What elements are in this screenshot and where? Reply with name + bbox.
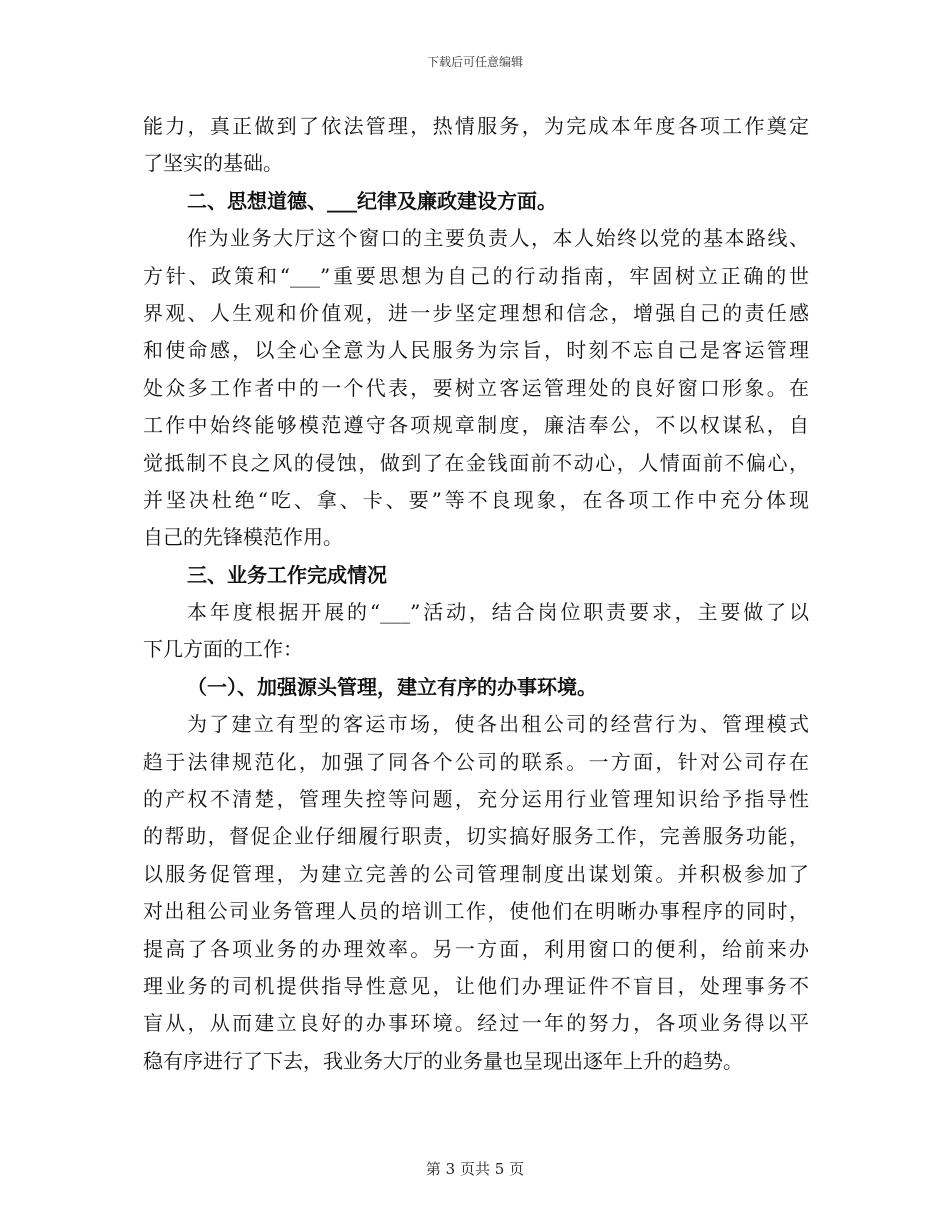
paragraph-line: 的产权不清楚，管理失控等问题，充分运用行业管理知识给予指导性 — [143, 787, 809, 812]
paragraph-line: 能力，真正做到了依法管理，热情服务，为完成本年度各项工作奠定 — [143, 114, 809, 138]
section-heading: 二、思想道德、___纪律及廉政建设方面。 — [187, 188, 557, 213]
paragraph-line: 盲从，从而建立良好的办事环境。经过一年的努力，各项业务得以平 — [143, 1011, 809, 1036]
paragraph-line: 下几方面的工作： — [143, 637, 303, 662]
page-header-note: 下载后可任意编辑 — [426, 55, 523, 69]
paragraph-line: 稳有序进行了下去，我业务大厅的业务量也呈现出逐年上升的趋势。 — [143, 1048, 743, 1073]
paragraph-line: 以服务促管理，为建立完善的公司管理制度出谋划策。并积极参加了 — [143, 861, 809, 886]
subsection-heading: （一）、加强源头管理，建立有序的办事环境。 — [187, 674, 597, 699]
paragraph-line: 工作中始终能够模范遵守各项规章制度，廉洁奉公，不以权谋私，自 — [143, 413, 809, 438]
paragraph-line: 为了建立有型的客运市场，使各出租公司的经营行为、管理模式 — [187, 712, 809, 737]
paragraph-line: 自己的先锋模范作用。 — [143, 525, 343, 550]
paragraph-line: 提高了各项业务的办理效率。另一方面，利用窗口的便利，给前来办 — [143, 936, 809, 961]
paragraph-line: 作为业务大厅这个窗口的主要负责人，本人始终以党的基本路线、 — [187, 226, 809, 251]
paragraph-line: 对出租公司业务管理人员的培训工作，使他们在明晰办事程序的同时， — [143, 899, 809, 924]
paragraph-line: 理业务的司机提供指导性意见，让他们办理证件不盲目，处理事务不 — [143, 973, 809, 998]
page-number: 第 3 页共 5 页 — [425, 1160, 525, 1178]
paragraph-line: 方针、政策和“___”重要思想为自己的行动指南，牢固树立正确的世 — [143, 263, 809, 288]
paragraph-line: 了坚实的基础。 — [143, 151, 283, 176]
paragraph-line: 界观、人生观和价值观，进一步坚定理想和信念，增强自己的责任感 — [143, 300, 809, 325]
paragraph-line: 处众多工作者中的一个代表，要树立客运管理处的良好窗口形象。在 — [143, 375, 809, 400]
document-body — [143, 108, 809, 1080]
paragraph-line: 本年度根据开展的“___”活动，结合岗位职责要求，主要做了以 — [187, 600, 809, 625]
paragraph-line: 和使命感，以全心全意为人民服务为宗旨，时刻不忘自己是客运管理 — [143, 338, 809, 363]
paragraph-line: 的帮助，督促企业仔细履行职责，切实搞好服务工作，完善服务功能， — [143, 824, 809, 849]
paragraph-line: 觉抵制不良之风的侵蚀，做到了在金钱面前不动心，人情面前不偏心， — [143, 450, 809, 475]
section-heading: 三、业务工作完成情况 — [187, 562, 387, 587]
paragraph-line: 趋于法律规范化，加强了同各个公司的联系。一方面，针对公司存在 — [143, 749, 809, 774]
paragraph-line: 并坚决杜绝“吃、拿、卡、要”等不良现象，在各项工作中充分体现 — [143, 487, 809, 512]
